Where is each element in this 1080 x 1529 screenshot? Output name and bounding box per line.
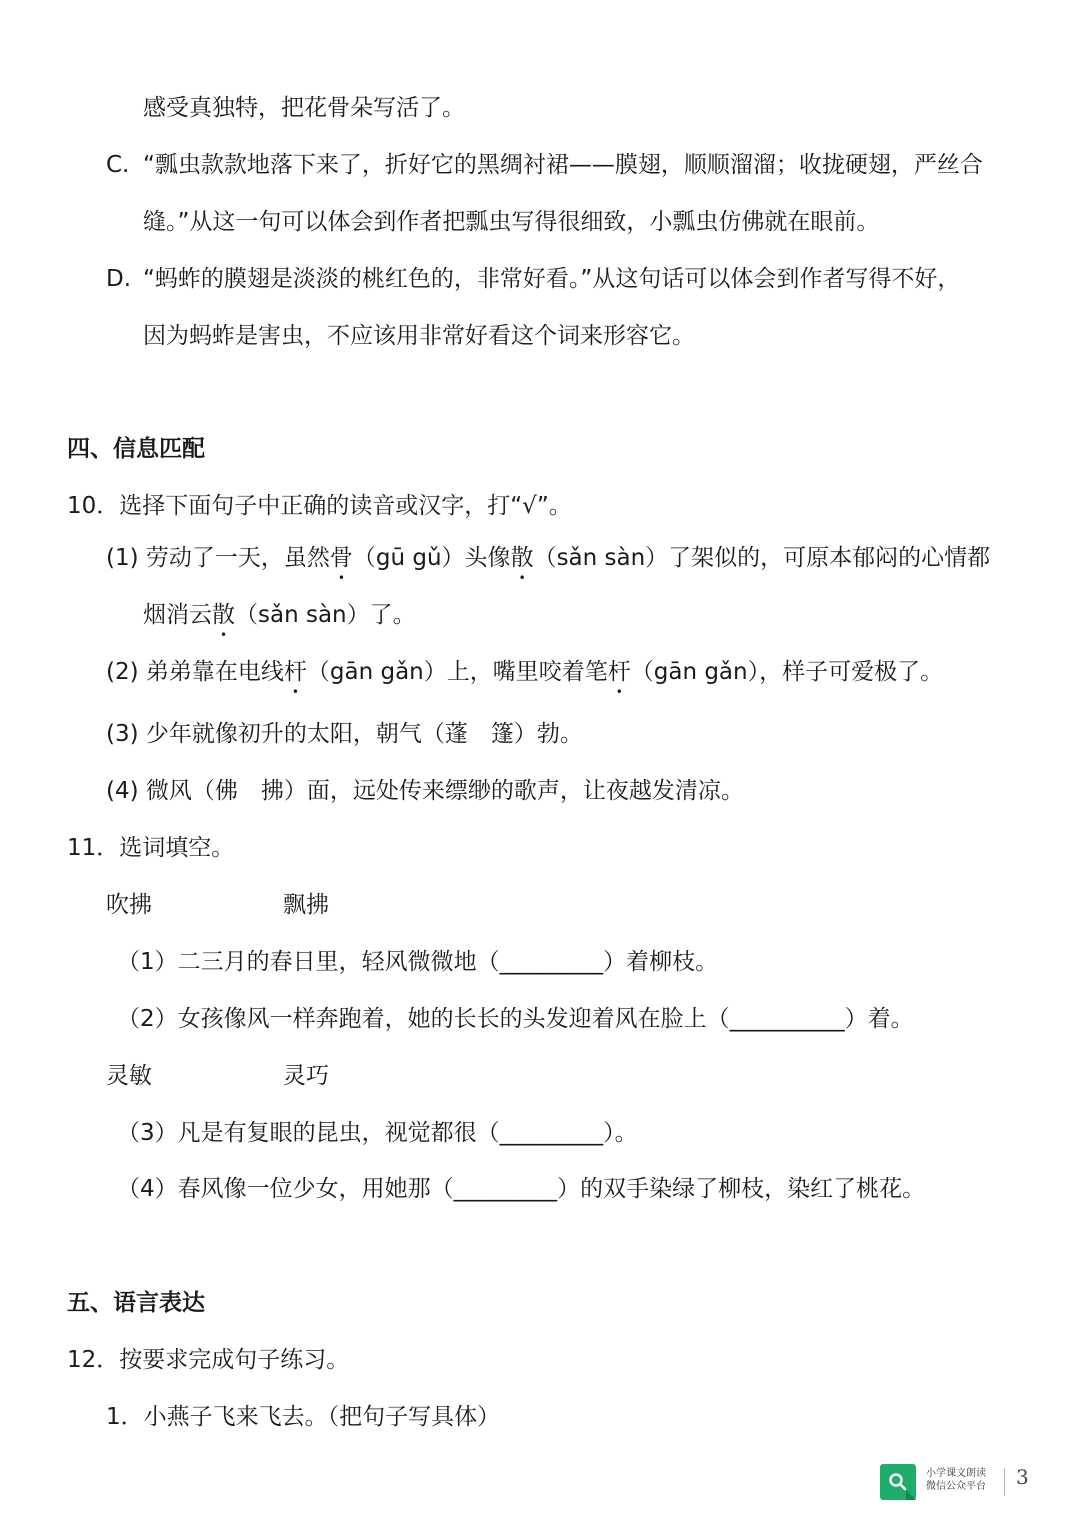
dotted-char: 散 (212, 602, 235, 628)
q12-stem: 12．按要求完成句子练习。 (67, 1347, 350, 1373)
q11-item4: （4）春风像一位少女，用她那（_________）的双手染绿了柳枝，染红了桃花。 (117, 1176, 926, 1202)
option-d-label: D. (106, 266, 132, 292)
option-b-continuation: 感受真独特，把花骨朵写活了。 (143, 95, 465, 121)
q10-item1-line1 (106, 543, 990, 585)
page-number: 3 (1016, 1465, 1029, 1489)
q10-item1-line2 (143, 600, 416, 642)
option-c-label: C. (106, 152, 130, 178)
dotted-char: 杆 (283, 659, 307, 685)
option-c-line2: 缝。”从这一句可以体会到作者把瓢虫写得很细致，小瓢虫仿佛就在眼前。 (143, 209, 880, 235)
q10-item2-text: （gān gǎn）上，嘴里咬着笔 (306, 659, 608, 685)
q11-item1: （1）二三月的春日里，轻风微微地（_________）着柳枝。 (117, 949, 719, 975)
option-d-line2: 因为蚂蚱是害虫，不应该用非常好看这个词来形容它。 (143, 323, 695, 349)
q10-item2-text: (2) 弟弟靠在电线 (106, 659, 284, 685)
q10-item3: (3) 少年就像初升的太阳，朝气（蓬 篷）勃。 (106, 721, 583, 747)
q11-stem: 11．选词填空。 (67, 835, 235, 861)
brand-line1: 小学课文朗读 (926, 1468, 986, 1479)
q10-item1-text: （sǎn sàn）了。 (235, 602, 416, 628)
q10-item1-text: （gū gǔ）头像 (352, 545, 511, 571)
q10-item2 (106, 657, 943, 699)
brand-text (926, 1467, 986, 1493)
search-icon (880, 1464, 916, 1500)
q11-word-option: 飘拂 (283, 892, 329, 918)
dotted-char: 杆 (607, 659, 631, 685)
q11-item2: （2）女孩像风一样奔跑着，她的长长的头发迎着风在脸上（__________）着。 (117, 1006, 914, 1032)
q11-item3: （3）凡是有复眼的昆虫，视觉都很（_________）。 (117, 1120, 638, 1146)
q10-item1-text: (1) 劳动了一天，虽然 (106, 545, 330, 571)
section-5-title: 五、语言表达 (67, 1290, 205, 1316)
dotted-char: 骨 (329, 545, 353, 571)
q10-stem: 10．选择下面句子中正确的读音或汉字，打“√”。 (67, 493, 572, 519)
q10-item1-text: （sǎn sàn）了架似的，可原本郁闷的心情都 (533, 545, 991, 571)
q10-item1-text: 烟消云 (143, 602, 212, 628)
option-d-line1: “蚂蚱的膜翅是淡淡的桃红色的，非常好看。”从这句话可以体会到作者写得不好， (143, 266, 961, 292)
q10-item4: (4) 微风（佛 拂）面，远处传来缥缈的歌声，让夜越发清凉。 (106, 778, 744, 804)
q11-word-option: 灵巧 (283, 1063, 329, 1089)
dotted-char: 散 (510, 545, 534, 571)
q11-word-option: 吹拂 (106, 892, 152, 918)
brand-line2: 微信公众平台 (926, 1481, 986, 1492)
q10-item2-text: （gān gǎn），样子可爱极了。 (630, 659, 944, 685)
section-4-title: 四、信息匹配 (67, 436, 205, 462)
footer-brand (880, 1462, 1040, 1502)
q12-item1: 1．小燕子飞来飞去。（把句子写具体） (106, 1404, 501, 1430)
option-c-line1: “瓢虫款款地落下来了，折好它的黑绸衬裙——膜翅，顺顺溜溜；收拢硬翅，严丝合 (143, 152, 983, 178)
q11-word-option: 灵敏 (106, 1063, 152, 1089)
footer-divider (1004, 1468, 1005, 1496)
